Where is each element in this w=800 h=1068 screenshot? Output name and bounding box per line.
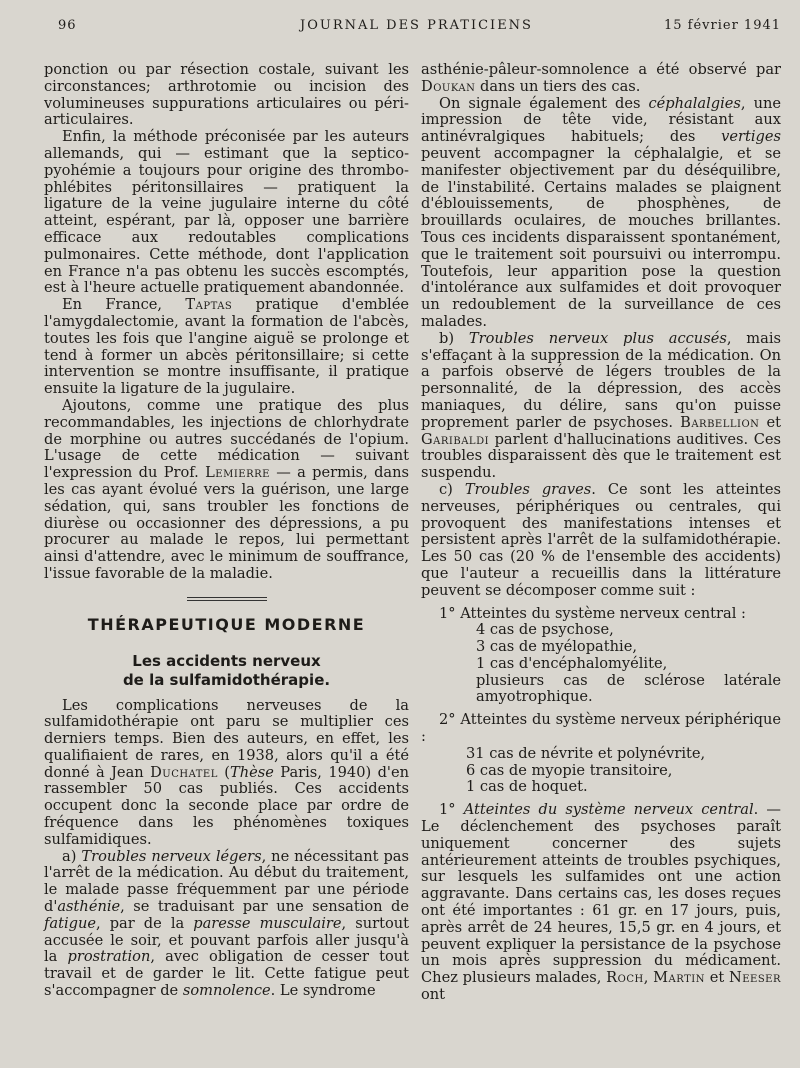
journal-title: JOURNAL DES PRATICIENS — [300, 18, 533, 33]
list-item: 6 cas de myopie transitoire, — [466, 761, 673, 779]
paragraph: Ajoutons, comme une pratique des plus recommandables, les injections de chlorhydrate de morphine ou autres succédanés de l'opium. L'usage de cette médication — suivant l'expression du Prof. Lemierre — a permis, dans les cas ayant évolué vers la guérison, une large sédation, qui, sans troubler les fonctions de diurèse ou occasionner des dépressions, a pu procurer au malade le repos, lui permettant ainsi d'attendre, avec le minimum de souffrance, l'issue favorable de la maladie. — [44, 396, 410, 582]
paragraph: On signale également des céphalalgies, une impression de tête vide, résistant aux antinévralgiques habituels; des vertiges peuvent accompagner la céphalalgie, et se manifester objectivement par du déséquilibre, de l'instabilité. Certains malades se plaignent d'éblouissements, de phosphènes, de brouillards oculaires, de mouches brillantes. Tous ces incidents disparaissent spontanément, que le traitement soit poursuivi ou interrompu. Toutefois, leur apparition pose la question d'intolérance aux sulfamides et doit provoquer un redoublement de la surveillance de ces malades. — [421, 94, 781, 330]
case-list — [421, 622, 781, 706]
author-name: Garibaldi — [421, 430, 490, 448]
case-list — [421, 746, 781, 796]
author-name: Roch — [606, 969, 644, 987]
author-name: Taptas — [185, 296, 233, 314]
running-head — [0, 18, 800, 42]
author-name: Doukan — [421, 77, 476, 95]
section-title: THÉRAPEUTIQUE MODERNE — [87, 614, 366, 634]
author-name: Neeser — [728, 969, 782, 987]
author-name: Barbellion — [680, 413, 760, 431]
list-item: 3 cas de myélopathie, — [476, 638, 637, 656]
paragraph: c) Troubles graves. Ce sont les atteintes nerveuses, périphériques ou centrales, qui provoquent des manifestations intenses et persistent après l'arrêt de la sulfamidothérapie. Les 50 cas (20 % de l'ensemble des accidents) que l'auteur a recueillis dans la littérature peuvent se décomposer comme suit : — [421, 480, 781, 599]
section-divider — [187, 597, 267, 601]
paragraph: 1° Atteintes du système nerveux central. — Le déclenchement des psychoses paraît uniquement concerner des sujets antérieurement atteints de troubles psychiques, sur lesquels les sulfamides ont une action aggravante. Dans certains cas, les doses reçues ont été importantes : 61 gr. en 17 jours, puis, après arrêt de 24 heures, 15,5 gr. en 4 jours, et peuvent expliquer la persistance de la psychose un mois après suppression du médicament. Chez plusieurs malades, Roch, Martin et Neeser ont — [421, 801, 782, 1004]
list-item: 4 cas de psychose, — [476, 621, 614, 639]
author-name: Lemierre — [205, 464, 270, 482]
issue-date: 15 février 1941 — [664, 18, 782, 33]
paragraph: b) Troubles nerveux plus accusés, mais s'effaçant à la suppression de la médication. On a parfois observé de légers troubles de la personnalité, de la dépression, des accès maniaques, du délire, sans qu'on puisse proprement parler de psychoses. Barbellion et Garibaldi parlent d'hallucinations auditives. Ces troubles disparaissent dès que le traitement est suspendu. — [421, 329, 782, 482]
list-item: plusieurs cas de sclérose latérale amyotrophique. — [476, 671, 781, 706]
list-item: 31 cas de névrite et polynévrite, — [466, 744, 706, 762]
author-name: Duchatel — [150, 763, 218, 781]
left-column — [44, 62, 409, 1000]
paragraph: Enfin, la méthode préconisée par les auteurs allemands, qui — estimant que la septico-pyohémie a toujours pour origine des thrombo-phlébites péritonsillaires — pratiquent la ligature de la veine jugulaire interne du côté atteint, espérant, par là, opposer une barrière efficace aux redoutables complications pulmonaires. Cette méthode, dont l'application en France n'a pas obtenu les succès escomptés, est à l'heure actuelle pratiquement abandonnée. — [44, 128, 409, 297]
paragraph: Les complications nerveuses de la sulfamidothérapie ont paru se multiplier ces derniers temps. Bien des auteurs, en effet, les qualifiaient de rares, en 1938, alors qu'il a été donné à Jean Duchatel (Thèse Paris, 1940) d'en rassembler 50 cas publiés. Ces accidents occupent donc la seconde place par ordre de fréquence dans les phénomènes toxiques sulfamidiques. — [44, 696, 409, 848]
author-name: Martin — [653, 969, 705, 987]
paragraph: asthénie-pâleur-somnolence a été observé par Doukan dans un tiers des cas. — [421, 61, 781, 95]
list-heading: 2° Atteintes du système nerveux périphérique : — [421, 711, 781, 746]
paragraph: a) Troubles nerveux légers, ne nécessitant pas l'arrêt de la médication. Au début du traitement, le malade passe fréquemment par une période d'asthénie, se traduisant par une sensation de fatigue, par de la paresse musculaire, surtout accusée le soir, et pouvant parfois aller jusqu'à la prostration, avec obligation de cesser tout travail et de garder le lit. Cette fatigue peut s'accompagner de somnolence. Le syndrome — [44, 847, 410, 1000]
list-heading: 1° Atteintes du système nerveux central : — [439, 604, 746, 622]
page-number: 96 — [58, 18, 77, 33]
paragraph: En France, Taptas pratique d'emblée l'amygdalectomie, avant la formation de l'abcès, toutes les fois que l'angine aiguë se prolonge et tend à former un abcès péritonsillaire; si cette intervention se montre insuffisante, il pratique ensuite la ligature de la jugulaire. — [44, 296, 409, 398]
article-title: Les accidents nerveux de la sulfamidothérapie. — [122, 651, 331, 689]
list-item: 1 cas d'encéphalomyélite, — [476, 654, 668, 672]
list-item: 1 cas de hoquet. — [466, 778, 588, 796]
paragraph: ponction ou par résection costale, suivant les circonstances; arthrotomie ou incision des volumineuses suppurations articulaires ou péri-articulaires. — [44, 61, 409, 129]
right-column — [421, 62, 781, 1004]
